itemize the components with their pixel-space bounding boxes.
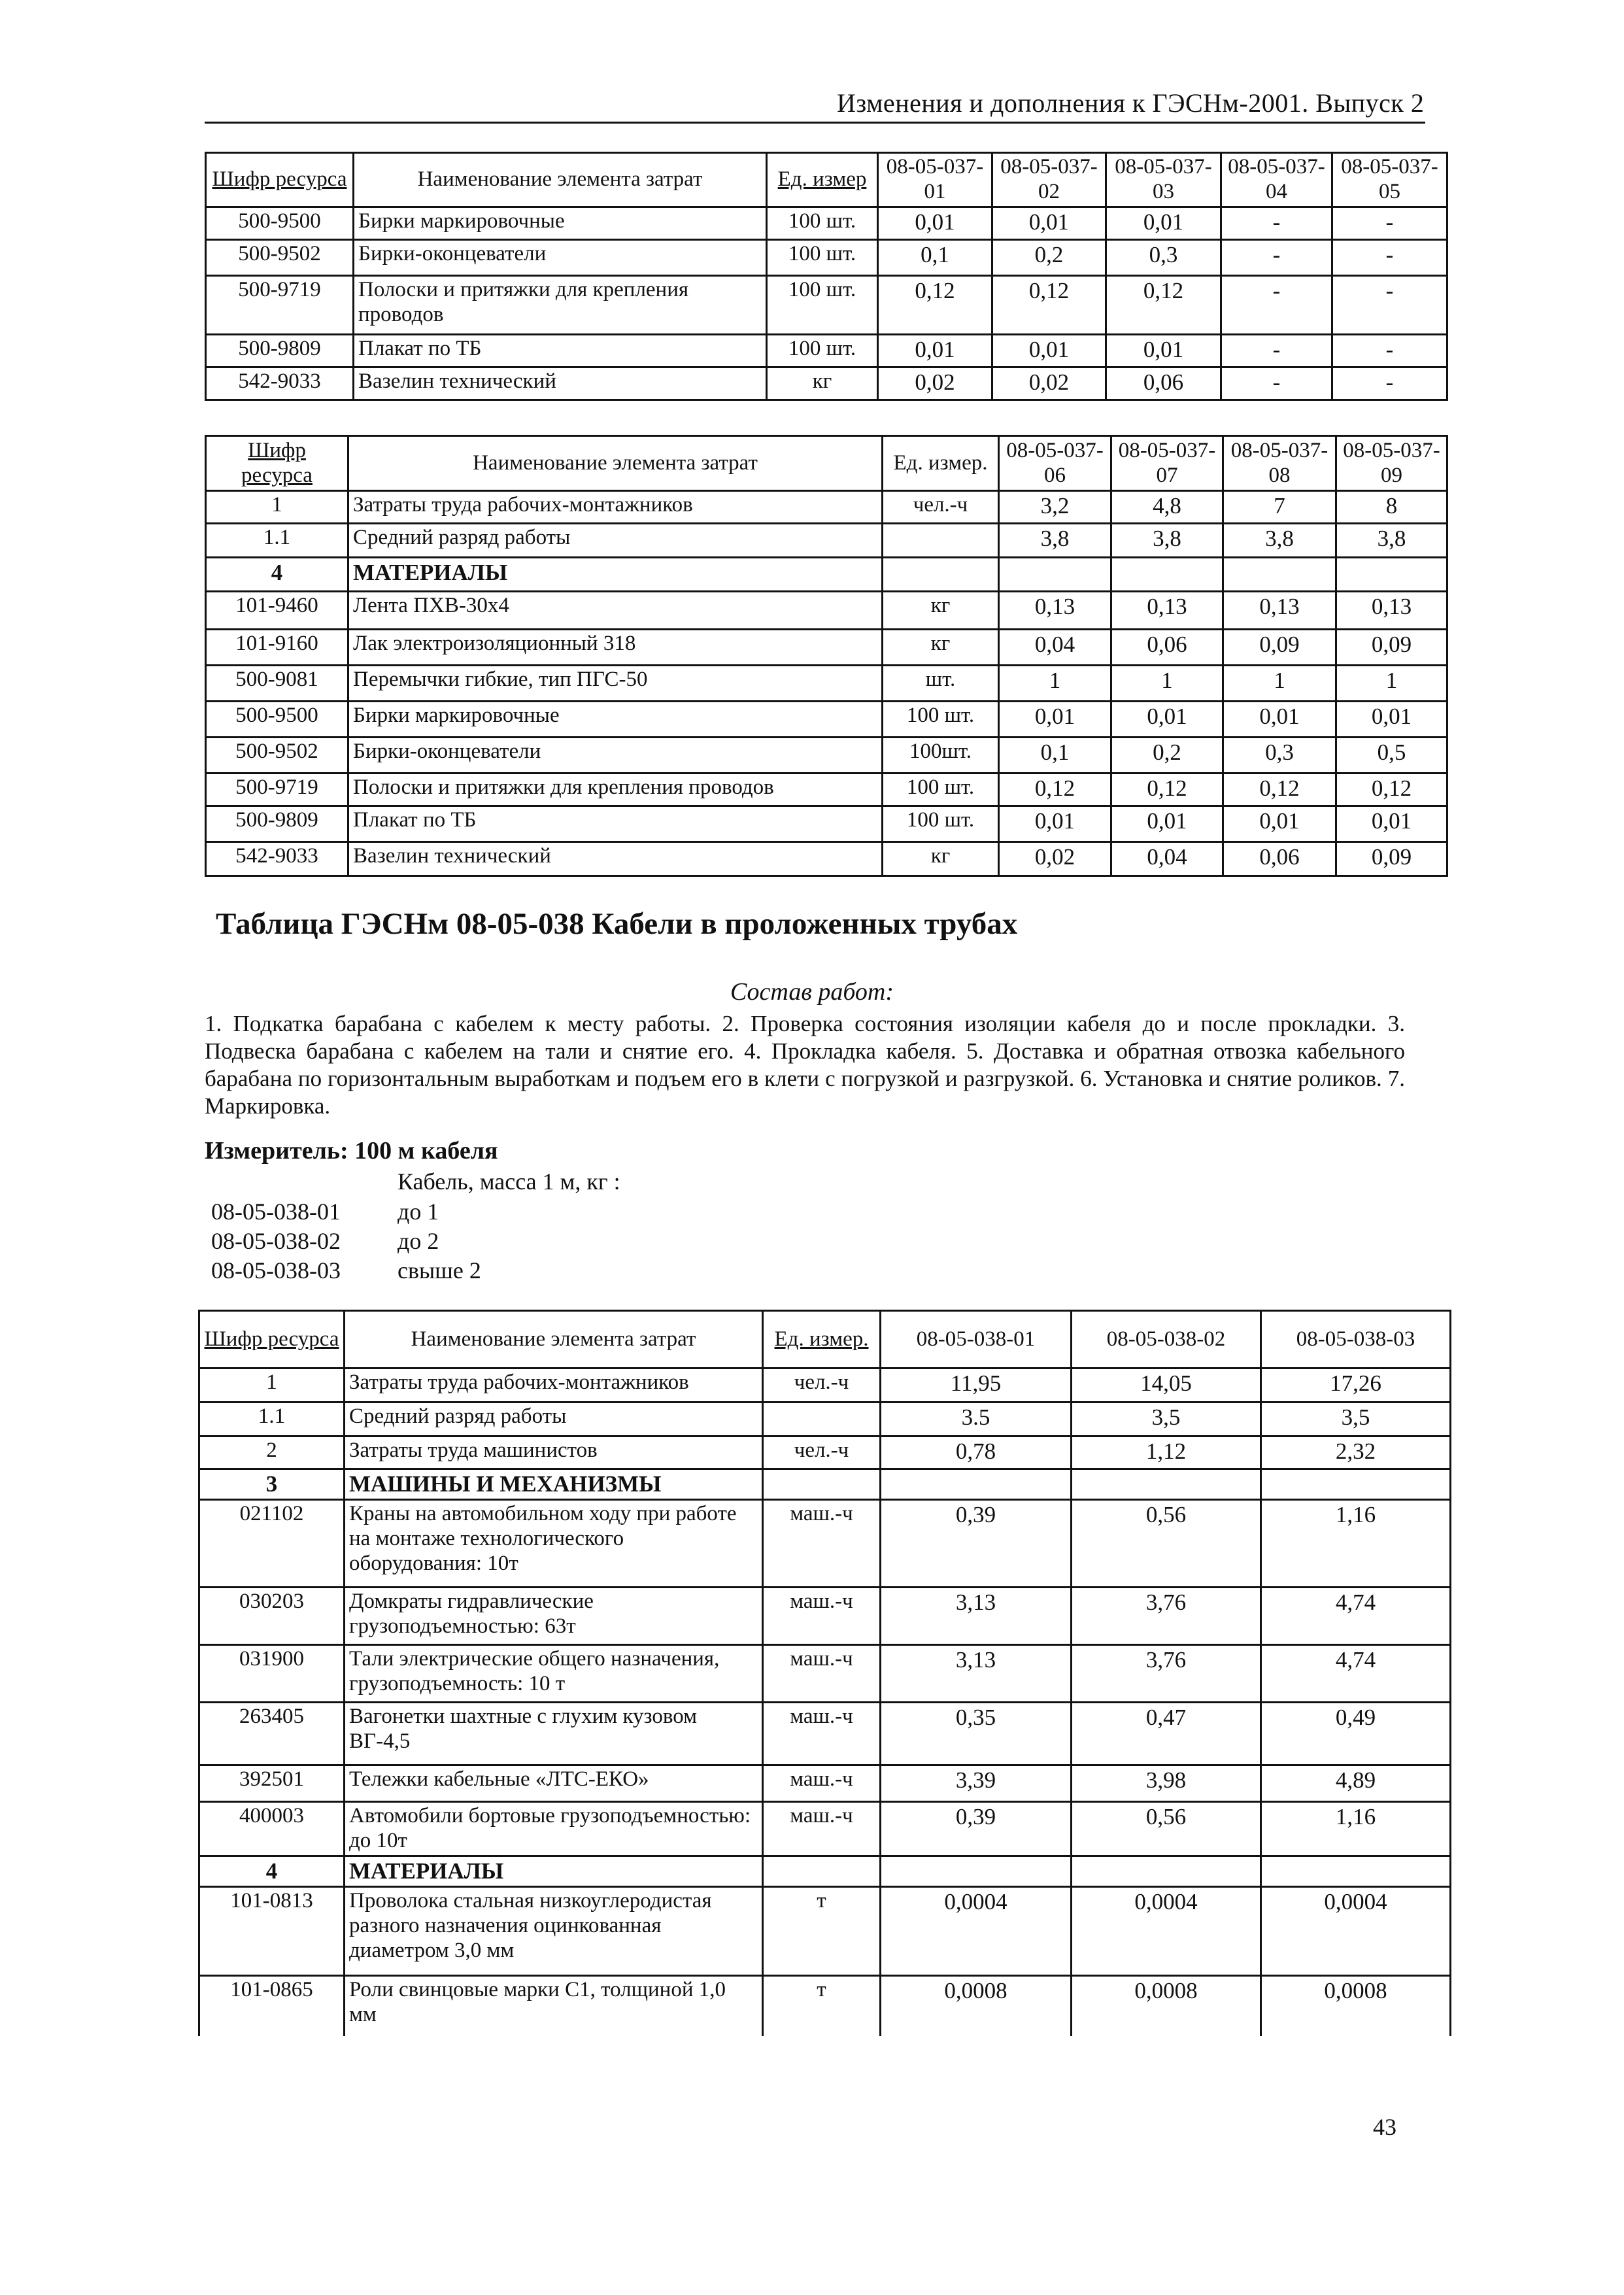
cell-unit: 100 шт. — [883, 806, 999, 842]
cell-value: 0,2 — [1111, 738, 1223, 774]
cell-value: - — [1332, 367, 1447, 400]
cell-code: 4 — [199, 1856, 345, 1887]
cell-value: 0,09 — [1336, 630, 1447, 666]
table-row — [206, 558, 1447, 592]
cell-code: 2 — [199, 1436, 345, 1469]
cell-unit: кг — [883, 630, 999, 666]
cell-value: 0,13 — [1336, 592, 1447, 630]
table-08-05-037-01-05 — [205, 152, 1448, 401]
table-row — [206, 334, 1447, 367]
column-header: 08-05-038-03 — [1261, 1311, 1451, 1368]
cell-unit: 100 шт. — [767, 334, 878, 367]
cell-value: 0,01 — [992, 207, 1106, 239]
work-composition-text: 1. Подкатка барабана с кабелем к месту работы. 2. Проверка состояния изоляции кабеля до и после прокладки. 3. Подвеска барабана с кабелем на тали и снятие его. 4. Прокладка кабеля. 5. Доставка и обратная отвозка кабельного барабана по горизонтальным выработкам и подъем его в клети с погрузкой и разгрузкой. 6. Установка и снятие роликов. 7. Маркировка. — [205, 1011, 1405, 1119]
cell-value — [881, 1856, 1072, 1887]
cell-unit: маш.-ч — [763, 1645, 881, 1703]
cell-name: Затраты труда машинистов — [345, 1436, 763, 1469]
cell-code: 101-0813 — [199, 1887, 345, 1976]
cell-name: Тали электрические общего назначения, грузоподъемность: 10 т — [345, 1645, 763, 1703]
cell-value: 0,0004 — [881, 1887, 1072, 1976]
column-header: 08-05-037-09 — [1336, 436, 1447, 491]
cell-code: 1.1 — [199, 1402, 345, 1436]
cell-code: 392501 — [199, 1765, 345, 1802]
table-row — [206, 491, 1447, 524]
cell-value: 3,8 — [1223, 524, 1336, 558]
cell-unit: 100 шт. — [767, 275, 878, 334]
cell-value — [1261, 1469, 1451, 1500]
measure-code: 08-05-038-01 — [211, 1198, 341, 1225]
cell-code: 021102 — [199, 1500, 345, 1588]
column-header: 08-05-037-01 — [878, 153, 992, 207]
cell-value: 11,95 — [881, 1368, 1072, 1402]
cell-value: 4,74 — [1261, 1588, 1451, 1645]
cell-name: Вазелин технический — [354, 367, 767, 400]
table-body — [199, 1368, 1451, 2036]
cell-value — [1111, 558, 1223, 592]
cell-value: 0,01 — [1106, 207, 1221, 239]
table-row — [199, 1976, 1451, 2036]
cell-value: 0,2 — [992, 239, 1106, 275]
cell-name: Домкраты гидравлические грузоподъемностью: 63т — [345, 1588, 763, 1645]
cell-name: Плакат по ТБ — [348, 806, 883, 842]
cell-unit — [883, 524, 999, 558]
column-header-name: Наименование элемента затрат — [348, 436, 883, 491]
cell-value: 0,02 — [992, 367, 1106, 400]
cell-name: Роли свинцовые марки С1, толщиной 1,0 мм — [345, 1976, 763, 2036]
table-row — [206, 275, 1447, 334]
column-header-unit: Ед. измер. — [763, 1311, 881, 1368]
cell-value — [1336, 558, 1447, 592]
column-header: 08-05-037-06 — [999, 436, 1111, 491]
cell-code: 101-0865 — [199, 1976, 345, 2036]
cell-value: 0,3 — [1106, 239, 1221, 275]
table-row — [206, 702, 1447, 738]
cell-value: 3,76 — [1072, 1645, 1261, 1703]
cell-code: 101-9160 — [206, 630, 348, 666]
measure-value: до 1 — [398, 1198, 439, 1225]
table-row — [199, 1469, 1451, 1500]
cell-code: 031900 — [199, 1645, 345, 1703]
cell-value: 0,1 — [878, 239, 992, 275]
cell-name: Лак электроизоляционный 318 — [348, 630, 883, 666]
cell-unit: чел.-ч — [763, 1436, 881, 1469]
cell-name: МАТЕРИАЛЫ — [348, 558, 883, 592]
cell-code: 1 — [199, 1368, 345, 1402]
column-header-unit: Ед. измер. — [883, 436, 999, 491]
cell-value: 0,01 — [1336, 806, 1447, 842]
table-body — [206, 491, 1447, 876]
column-header-name: Наименование элемента затрат — [354, 153, 767, 207]
cell-name: Вагонетки шахтные с глухим кузовом ВГ-4,5 — [345, 1703, 763, 1765]
cell-value: 0,13 — [999, 592, 1111, 630]
cell-unit: кг — [883, 842, 999, 876]
table-row — [199, 1645, 1451, 1703]
cell-value: 3,2 — [999, 491, 1111, 524]
cell-unit: 100 шт. — [767, 239, 878, 275]
cell-value: 3,76 — [1072, 1588, 1261, 1645]
cell-value: - — [1332, 239, 1447, 275]
cell-value: 3,98 — [1072, 1765, 1261, 1802]
cell-name: Бирки маркировочные — [354, 207, 767, 239]
cell-value: 0,06 — [1106, 367, 1221, 400]
table-row — [199, 1856, 1451, 1887]
cell-value: 0,01 — [999, 702, 1111, 738]
cell-name: Лента ПХВ-30х4 — [348, 592, 883, 630]
cell-code: 542-9033 — [206, 367, 354, 400]
cell-value: 0,01 — [1336, 702, 1447, 738]
cell-value: 3,13 — [881, 1645, 1072, 1703]
cell-value: 0,56 — [1072, 1802, 1261, 1856]
cell-name: Бирки-оконцеватели — [354, 239, 767, 275]
cell-name: Краны на автомобильном ходу при работе на монтаже технологического оборудования: 10т — [345, 1500, 763, 1588]
cell-value: 1 — [999, 666, 1111, 702]
cell-code: 3 — [199, 1469, 345, 1500]
cell-value: 0,0004 — [1072, 1887, 1261, 1976]
cell-name: Перемычки гибкие, тип ПГС-50 — [348, 666, 883, 702]
work-composition-label: Состав работ: — [730, 978, 894, 1006]
cell-name: Вазелин технический — [348, 842, 883, 876]
column-header: 08-05-037-03 — [1106, 153, 1221, 207]
cell-value — [1261, 1856, 1451, 1887]
table-row — [206, 367, 1447, 400]
cell-value: 0,39 — [881, 1802, 1072, 1856]
cell-code: 263405 — [199, 1703, 345, 1765]
cell-code: 1.1 — [206, 524, 348, 558]
cell-value: 0,01 — [1111, 702, 1223, 738]
cell-value: 17,26 — [1261, 1368, 1451, 1402]
cell-value: 0,49 — [1261, 1703, 1451, 1765]
cell-value: 0,12 — [1223, 774, 1336, 806]
cell-unit: маш.-ч — [763, 1500, 881, 1588]
table-row — [199, 1588, 1451, 1645]
cell-value: 0,01 — [992, 334, 1106, 367]
cell-code: 500-9809 — [206, 806, 348, 842]
cell-value: 0,12 — [999, 774, 1111, 806]
cell-value: 4,8 — [1111, 491, 1223, 524]
cell-name: Тележки кабельные «ЛТС-ЕКО» — [345, 1765, 763, 1802]
cell-name: Бирки-оконцеватели — [348, 738, 883, 774]
table-row — [206, 207, 1447, 239]
cell-code: 542-9033 — [206, 842, 348, 876]
cell-value: - — [1221, 334, 1332, 367]
table-row — [206, 524, 1447, 558]
table-row — [206, 666, 1447, 702]
cell-value: 8 — [1336, 491, 1447, 524]
cell-value: 0,06 — [1223, 842, 1336, 876]
table-row — [199, 1887, 1451, 1976]
table-row — [206, 842, 1447, 876]
measure-code: 08-05-038-02 — [211, 1228, 341, 1254]
cell-value: 7 — [1223, 491, 1336, 524]
cell-value: - — [1332, 207, 1447, 239]
cell-value: - — [1221, 207, 1332, 239]
cell-value: 0,02 — [999, 842, 1111, 876]
cell-value: 0,12 — [878, 275, 992, 334]
cell-name: Затраты труда рабочих-монтажников — [348, 491, 883, 524]
section-heading: Таблица ГЭСНм 08-05-038 Кабели в проложенных трубах — [216, 907, 1018, 941]
cell-unit: кг — [767, 367, 878, 400]
header-rule — [205, 122, 1425, 124]
table-row — [199, 1765, 1451, 1802]
cell-value: 4,74 — [1261, 1645, 1451, 1703]
cell-value: 1,16 — [1261, 1802, 1451, 1856]
cell-value: 0,01 — [878, 207, 992, 239]
cell-value: 0,0008 — [881, 1976, 1072, 2036]
cell-unit — [763, 1856, 881, 1887]
column-header-code: Шифр ресурса — [199, 1311, 345, 1368]
cell-name: Плакат по ТБ — [354, 334, 767, 367]
cell-value: 0,01 — [1223, 702, 1336, 738]
cell-name: Полоски и притяжки для крепления проводов — [354, 275, 767, 334]
cell-value: 3,8 — [1111, 524, 1223, 558]
cell-code: 500-9500 — [206, 702, 348, 738]
cell-value: 0,12 — [1336, 774, 1447, 806]
cell-value: - — [1221, 367, 1332, 400]
cell-value: - — [1332, 334, 1447, 367]
table-row — [206, 630, 1447, 666]
cell-value: 0,13 — [1111, 592, 1223, 630]
cell-value: 0,3 — [1223, 738, 1336, 774]
cell-value: 0,06 — [1111, 630, 1223, 666]
cell-unit: 100 шт. — [767, 207, 878, 239]
column-header: 08-05-038-01 — [881, 1311, 1072, 1368]
cell-unit: т — [763, 1976, 881, 2036]
column-header: 08-05-037-07 — [1111, 436, 1223, 491]
meter-label: Измеритель: 100 м кабеля — [205, 1137, 498, 1164]
cell-code: 1 — [206, 491, 348, 524]
cell-name: Средний разряд работы — [345, 1402, 763, 1436]
table-row — [206, 738, 1447, 774]
cell-value: 3,5 — [1261, 1402, 1451, 1436]
column-header: 08-05-038-02 — [1072, 1311, 1261, 1368]
cell-code: 101-9460 — [206, 592, 348, 630]
cell-code: 500-9809 — [206, 334, 354, 367]
measure-value: до 2 — [398, 1228, 439, 1254]
cell-value: 4,89 — [1261, 1765, 1451, 1802]
cell-name: Проволока стальная низкоуглеродистая разного назначения оцинкованная диаметром 3,0 мм — [345, 1887, 763, 1976]
cell-name: Бирки маркировочные — [348, 702, 883, 738]
cell-value: 3,13 — [881, 1588, 1072, 1645]
cell-value: 0,12 — [992, 275, 1106, 334]
column-header-unit: Ед. измер — [767, 153, 878, 207]
cell-name: Полоски и притяжки для крепления проводов — [348, 774, 883, 806]
cell-value: 1 — [1223, 666, 1336, 702]
measure-code: 08-05-038-03 — [211, 1257, 341, 1284]
table-row — [206, 774, 1447, 806]
cell-value: 0,35 — [881, 1703, 1072, 1765]
cell-unit: шт. — [883, 666, 999, 702]
cell-value: 14,05 — [1072, 1368, 1261, 1402]
column-header-code: Шифр ресурса — [206, 153, 354, 207]
table-row — [199, 1402, 1451, 1436]
cell-unit: маш.-ч — [763, 1703, 881, 1765]
cell-value: 0,04 — [1111, 842, 1223, 876]
column-header: 08-05-037-04 — [1221, 153, 1332, 207]
cell-value: 1 — [1336, 666, 1447, 702]
cell-code: 500-9502 — [206, 239, 354, 275]
cell-code: 030203 — [199, 1588, 345, 1645]
cell-value: 0,13 — [1223, 592, 1336, 630]
cell-value: 0,12 — [1106, 275, 1221, 334]
cell-value: 2,32 — [1261, 1436, 1451, 1469]
cell-unit — [763, 1469, 881, 1500]
table-body — [206, 207, 1447, 400]
cell-name: МАШИНЫ И МЕХАНИЗМЫ — [345, 1469, 763, 1500]
table-row — [199, 1802, 1451, 1856]
cell-value: 0,01 — [1111, 806, 1223, 842]
column-header-name: Наименование элемента затрат — [345, 1311, 763, 1368]
cell-unit: 100 шт. — [883, 702, 999, 738]
table-row — [199, 1436, 1451, 1469]
cell-code: 500-9502 — [206, 738, 348, 774]
table-row — [206, 806, 1447, 842]
cell-code: 500-9719 — [206, 774, 348, 806]
cell-value: 0,0004 — [1261, 1887, 1451, 1976]
cell-unit: 100 шт. — [883, 774, 999, 806]
column-header: 08-05-037-08 — [1223, 436, 1336, 491]
cell-value — [1072, 1469, 1261, 1500]
cell-value: 3,5 — [1072, 1402, 1261, 1436]
cell-value: 0,56 — [1072, 1500, 1261, 1588]
cell-value: 0,02 — [878, 367, 992, 400]
cell-unit: кг — [883, 592, 999, 630]
cell-code: 500-9500 — [206, 207, 354, 239]
cell-code: 500-9719 — [206, 275, 354, 334]
cell-value — [881, 1469, 1072, 1500]
cell-value: 0,78 — [881, 1436, 1072, 1469]
cell-name: МАТЕРИАЛЫ — [345, 1856, 763, 1887]
page-number: 43 — [1373, 2114, 1396, 2140]
cell-unit: маш.-ч — [763, 1802, 881, 1856]
table-08-05-037-06-09 — [205, 435, 1448, 877]
cell-name: Затраты труда рабочих-монтажников — [345, 1368, 763, 1402]
page-header-title: Изменения и дополнения к ГЭСНм-2001. Выпуск 2 — [837, 88, 1425, 118]
table-row — [199, 1500, 1451, 1588]
cell-value: 1,12 — [1072, 1436, 1261, 1469]
cell-value: 0,5 — [1336, 738, 1447, 774]
cell-name: Средний разряд работы — [348, 524, 883, 558]
measure-value: свыше 2 — [398, 1257, 481, 1284]
cell-value — [1072, 1856, 1261, 1887]
cell-value — [999, 558, 1111, 592]
cell-unit: чел.-ч — [763, 1368, 881, 1402]
cell-value: 0,09 — [1336, 842, 1447, 876]
cell-value: 0,01 — [878, 334, 992, 367]
table-row — [199, 1703, 1451, 1765]
cell-value: 1 — [1111, 666, 1223, 702]
cell-value: 3,8 — [1336, 524, 1447, 558]
cell-code: 4 — [206, 558, 348, 592]
cell-code: 400003 — [199, 1802, 345, 1856]
column-header: 08-05-037-02 — [992, 153, 1106, 207]
cell-unit: чел.-ч — [883, 491, 999, 524]
measure-row — [211, 1227, 439, 1255]
cell-value: 0,01 — [1223, 806, 1336, 842]
cell-unit: 100шт. — [883, 738, 999, 774]
cell-unit: т — [763, 1887, 881, 1976]
measure-row — [211, 1198, 439, 1225]
column-header: 08-05-037-05 — [1332, 153, 1447, 207]
cell-value: - — [1221, 239, 1332, 275]
cell-value: - — [1332, 275, 1447, 334]
column-header-code: Шифр ресурса — [206, 436, 348, 491]
cell-value: - — [1221, 275, 1332, 334]
cell-value: 0,0008 — [1072, 1976, 1261, 2036]
cell-value — [1223, 558, 1336, 592]
table-08-05-038 — [198, 1310, 1451, 2036]
cable-mass-label: Кабель, масса 1 м, кг : — [398, 1168, 620, 1195]
measure-row — [211, 1257, 481, 1284]
cell-value: 0,01 — [1106, 334, 1221, 367]
cell-value: 3,39 — [881, 1765, 1072, 1802]
cell-value: 3,8 — [999, 524, 1111, 558]
cell-value: 0,01 — [999, 806, 1111, 842]
cell-code: 500-9081 — [206, 666, 348, 702]
table-row — [199, 1368, 1451, 1402]
cell-value: 0,1 — [999, 738, 1111, 774]
table-row — [206, 592, 1447, 630]
cell-value: 3.5 — [881, 1402, 1072, 1436]
cell-unit — [763, 1402, 881, 1436]
cell-name: Автомобили бортовые грузоподъемностью: до 10т — [345, 1802, 763, 1856]
cell-value: 0,0008 — [1261, 1976, 1451, 2036]
cell-value: 0,04 — [999, 630, 1111, 666]
cell-value: 1,16 — [1261, 1500, 1451, 1588]
cell-value: 0,39 — [881, 1500, 1072, 1588]
table-row — [206, 239, 1447, 275]
cell-unit: маш.-ч — [763, 1588, 881, 1645]
cell-unit — [883, 558, 999, 592]
cell-value: 0,09 — [1223, 630, 1336, 666]
cell-unit: маш.-ч — [763, 1765, 881, 1802]
cell-value: 0,47 — [1072, 1703, 1261, 1765]
cell-value: 0,12 — [1111, 774, 1223, 806]
